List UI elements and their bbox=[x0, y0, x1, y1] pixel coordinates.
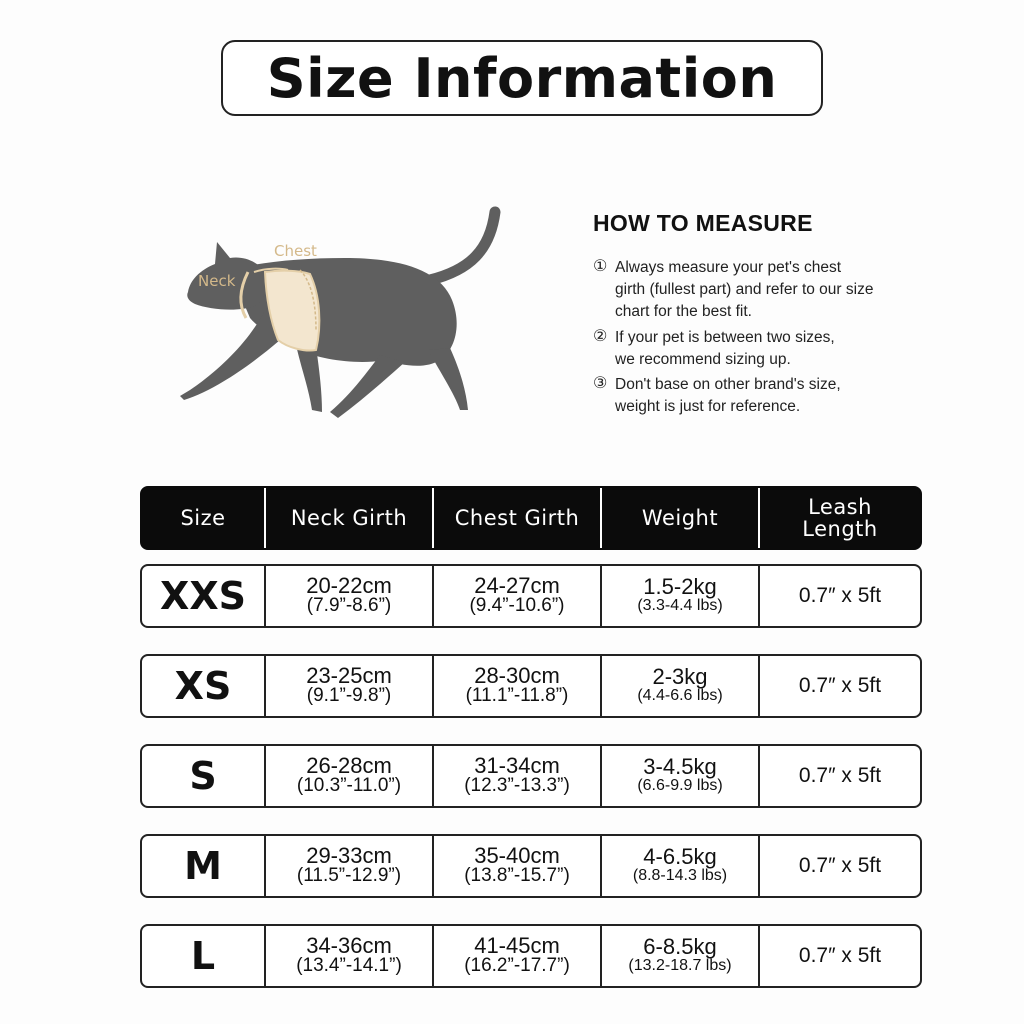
size-cell bbox=[142, 926, 264, 986]
header-size: Size bbox=[180, 506, 226, 530]
leash-size: 0.7″ x 5ft bbox=[798, 944, 882, 967]
step-number: ② bbox=[593, 328, 608, 345]
size-label: XS bbox=[174, 664, 232, 708]
weight-lbs: (13.2-18.7 lbs) bbox=[628, 957, 732, 974]
weight-cell bbox=[600, 566, 758, 626]
neck-cm: 20-22cm bbox=[306, 573, 392, 598]
chest-cm: 28-30cm bbox=[474, 663, 560, 688]
weight-cell bbox=[600, 926, 758, 986]
header-chest: Chest Girth bbox=[432, 488, 600, 548]
step-line: weight is just for reference. bbox=[615, 398, 801, 415]
table-row bbox=[140, 654, 922, 718]
header-weight: Weight bbox=[600, 488, 758, 548]
size-cell bbox=[142, 566, 264, 626]
table-row bbox=[140, 564, 922, 628]
weight-kg: 6-8.5kg bbox=[643, 934, 717, 959]
chest-cell bbox=[432, 926, 600, 986]
weight-cell bbox=[600, 836, 758, 896]
size-cell bbox=[142, 746, 264, 806]
leash-cell bbox=[758, 656, 920, 716]
weight-cell bbox=[600, 656, 758, 716]
chest-label: Chest bbox=[274, 242, 317, 260]
leash-cell bbox=[758, 566, 920, 626]
table-row bbox=[140, 924, 922, 988]
neck-label: Neck bbox=[198, 272, 236, 290]
neck-in: (9.1”-9.8”) bbox=[306, 685, 392, 706]
chest-cm: 31-34cm bbox=[474, 753, 560, 778]
leash-size: 0.7″ x 5ft bbox=[798, 764, 882, 787]
step-line: girth (fullest part) and refer to our size bbox=[615, 281, 874, 298]
step-line: Don't base on other brand's size, bbox=[615, 376, 841, 393]
neck-in: (11.5”-12.9”) bbox=[296, 865, 402, 886]
leash-size: 0.7″ x 5ft bbox=[798, 584, 882, 607]
leash-cell bbox=[758, 836, 920, 896]
neck-in: (13.4”-14.1”) bbox=[296, 955, 402, 976]
header-neck: Neck Girth bbox=[264, 488, 432, 548]
neck-in: (7.9”-8.6”) bbox=[306, 595, 392, 616]
neck-cm: 29-33cm bbox=[306, 843, 392, 868]
weight-lbs: (8.8-14.3 lbs) bbox=[632, 867, 728, 884]
neck-cell bbox=[264, 566, 432, 626]
weight-kg: 2-3kg bbox=[652, 664, 708, 689]
header-leash bbox=[758, 488, 920, 548]
leash-cell bbox=[758, 926, 920, 986]
header-leash-line1: Leash bbox=[808, 495, 872, 519]
step-2 bbox=[593, 327, 913, 371]
weight-kg: 3-4.5kg bbox=[643, 754, 717, 779]
size-label: S bbox=[189, 754, 217, 798]
neck-in: (10.3”-11.0”) bbox=[296, 775, 402, 796]
chest-cell bbox=[432, 656, 600, 716]
neck-cell bbox=[264, 926, 432, 986]
chest-cell bbox=[432, 836, 600, 896]
step-line: we recommend sizing up. bbox=[615, 351, 791, 368]
chest-in: (13.8”-15.7”) bbox=[464, 865, 570, 886]
chest-in: (9.4”-10.6”) bbox=[469, 595, 565, 616]
leash-size: 0.7″ x 5ft bbox=[798, 674, 882, 697]
size-cell bbox=[142, 656, 264, 716]
page-title: Size Information bbox=[266, 46, 778, 110]
neck-cell bbox=[264, 836, 432, 896]
size-label: L bbox=[190, 934, 216, 978]
weight-kg: 4-6.5kg bbox=[643, 844, 717, 869]
weight-lbs: (4.4-6.6 lbs) bbox=[637, 687, 723, 704]
weight-lbs: (6.6-9.9 lbs) bbox=[637, 777, 723, 794]
title-box bbox=[221, 40, 823, 116]
weight-lbs: (3.3-4.4 lbs) bbox=[637, 597, 723, 614]
chest-cell bbox=[432, 746, 600, 806]
chest-cm: 24-27cm bbox=[474, 573, 560, 598]
step-number: ③ bbox=[593, 375, 608, 392]
neck-cm: 34-36cm bbox=[306, 933, 392, 958]
table-row bbox=[140, 834, 922, 898]
table-row bbox=[140, 744, 922, 808]
chest-cm: 35-40cm bbox=[474, 843, 560, 868]
step-line: chart for the best fit. bbox=[615, 303, 752, 320]
step-number: ① bbox=[593, 258, 608, 275]
step-line: If your pet is between two sizes, bbox=[615, 329, 835, 346]
neck-cm: 26-28cm bbox=[306, 753, 392, 778]
weight-kg: 1.5-2kg bbox=[643, 574, 717, 599]
step-3 bbox=[593, 374, 913, 418]
chest-in: (16.2”-17.7”) bbox=[464, 955, 570, 976]
weight-cell bbox=[600, 746, 758, 806]
header-leash-line2: Length bbox=[802, 517, 878, 541]
step-1 bbox=[593, 257, 913, 323]
chest-in: (11.1”-11.8”) bbox=[465, 685, 569, 706]
size-label: M bbox=[184, 844, 222, 888]
size-label: XXS bbox=[160, 574, 246, 618]
cat-harness-illustration bbox=[170, 200, 510, 430]
neck-cm: 23-25cm bbox=[306, 663, 392, 688]
chest-cm: 41-45cm bbox=[474, 933, 560, 958]
leash-size: 0.7″ x 5ft bbox=[798, 854, 882, 877]
how-to-heading: HOW TO MEASURE bbox=[593, 210, 813, 236]
chest-cell bbox=[432, 566, 600, 626]
leash-cell bbox=[758, 746, 920, 806]
how-to-measure bbox=[593, 210, 913, 421]
step-line: Always measure your pet's chest bbox=[615, 259, 842, 276]
size-cell bbox=[142, 836, 264, 896]
chest-in: (12.3”-13.3”) bbox=[464, 775, 570, 796]
neck-cell bbox=[264, 746, 432, 806]
table-header bbox=[140, 486, 922, 550]
neck-cell bbox=[264, 656, 432, 716]
size-table bbox=[140, 486, 922, 988]
